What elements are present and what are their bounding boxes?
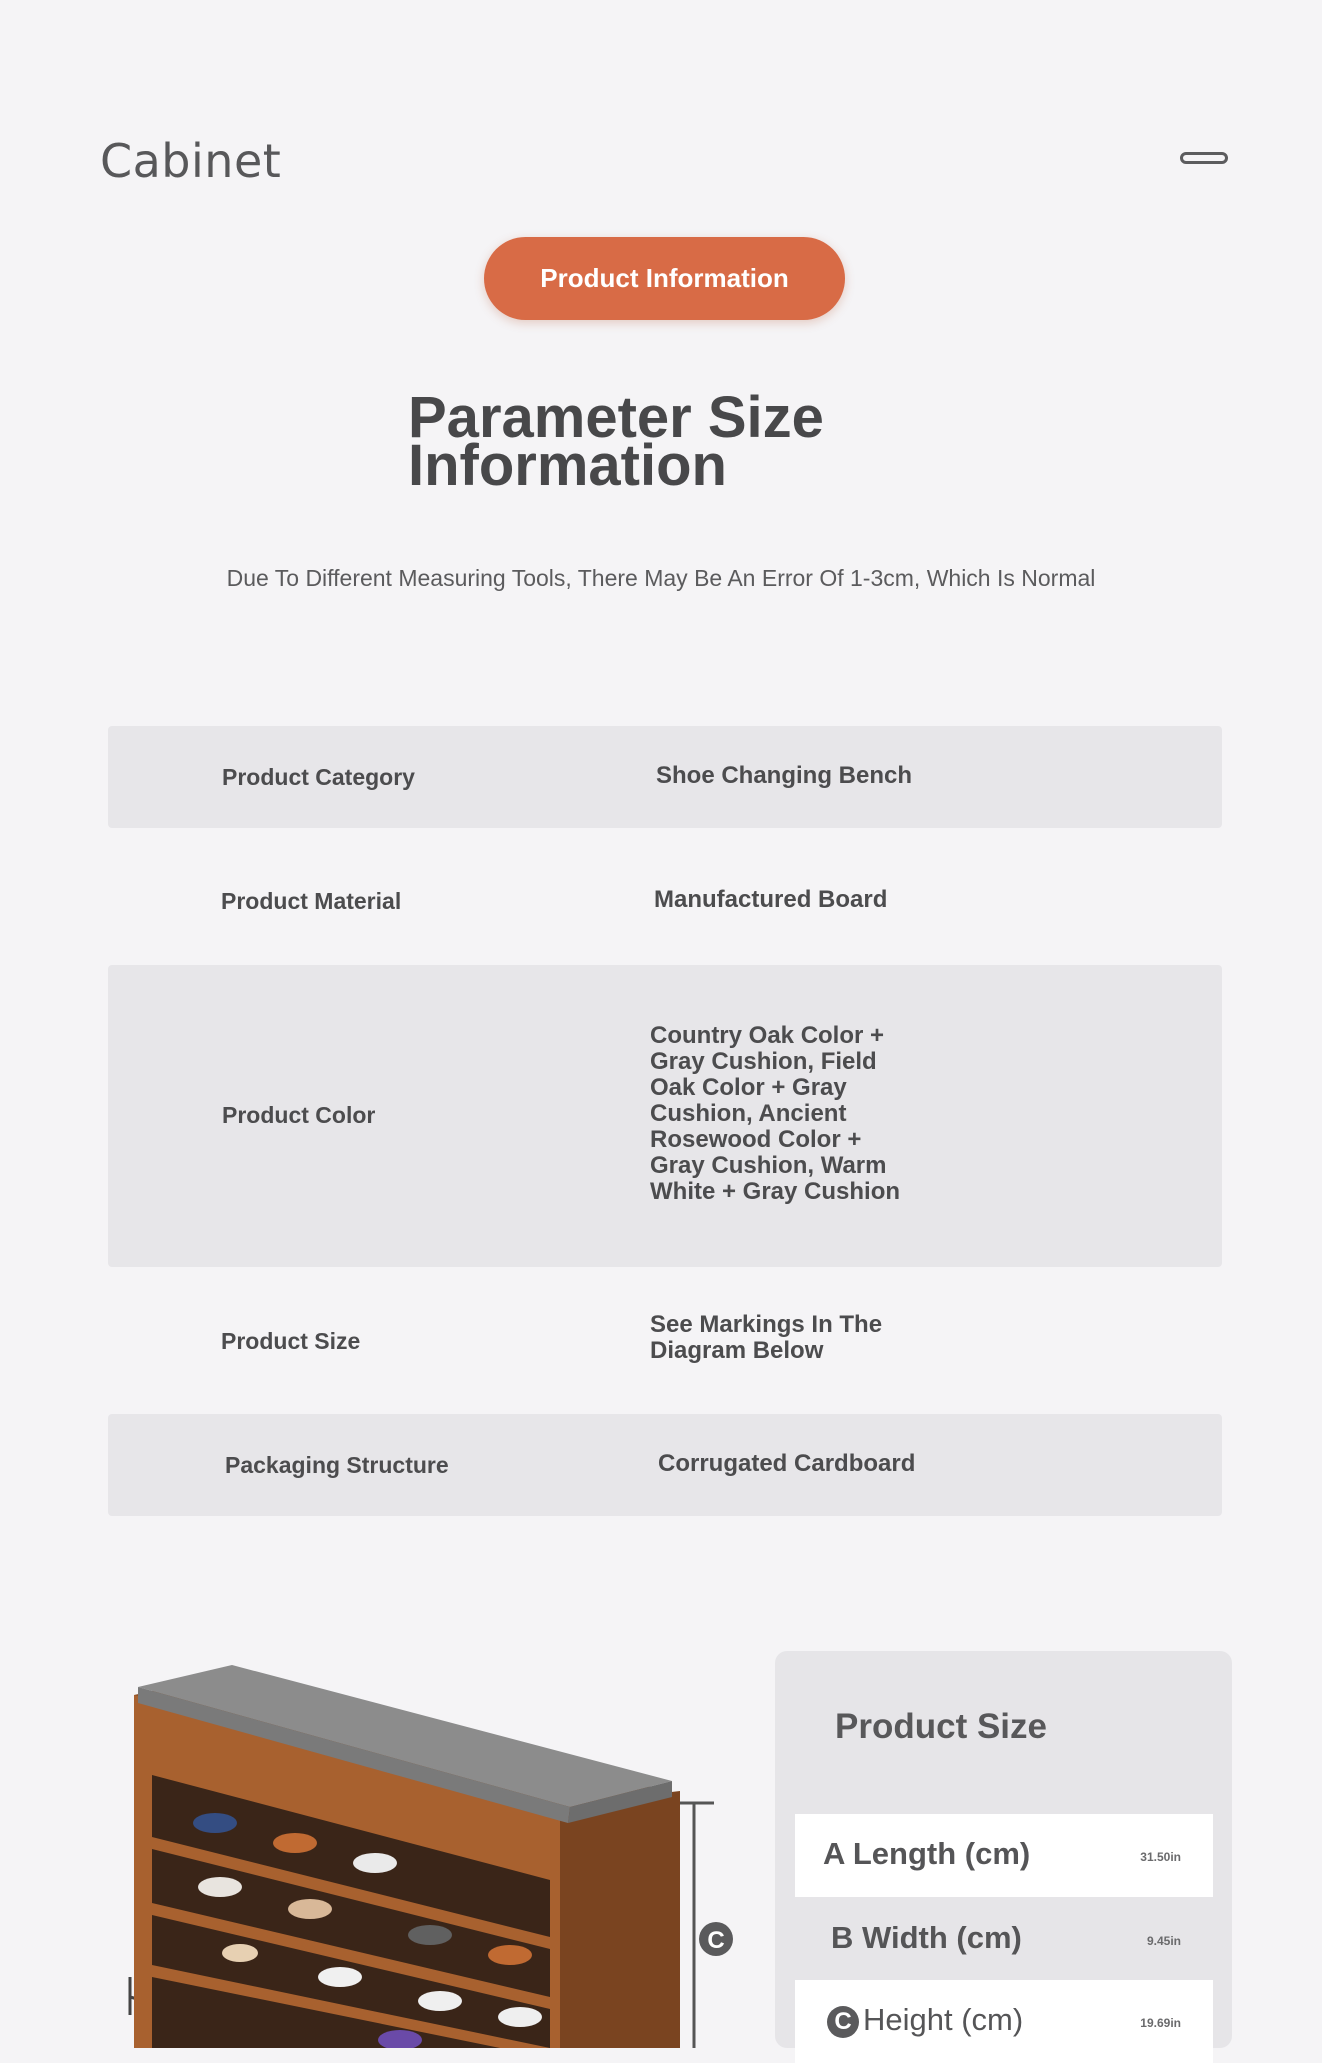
param-row-color <box>108 965 1222 1267</box>
param-value: Shoe Changing Bench <box>656 762 913 789</box>
size-name: A Length (cm) <box>823 1836 1031 1871</box>
dimension-c-badge: C <box>827 2006 859 2038</box>
value-line: White + Gray Cushion <box>650 1178 901 1205</box>
param-row-material <box>108 850 1222 952</box>
value-line: Rosewood Color + <box>650 1126 862 1153</box>
size-value: 9.45in <box>1146 1934 1181 1948</box>
param-row-packaging <box>108 1414 1222 1516</box>
param-label: Packaging Structure <box>225 1452 449 1478</box>
size-name: B Width (cm) <box>831 1920 1022 1955</box>
size-value: 31.50in <box>1140 1850 1181 1864</box>
param-value: Corrugated Cardboard <box>658 1450 916 1477</box>
dimension-c-marker: C <box>707 1927 725 1954</box>
param-value: Manufactured Board <box>654 886 888 913</box>
size-row-height <box>795 1980 1213 2063</box>
param-label: Product Size <box>221 1328 361 1354</box>
value-line: Gray Cushion, Warm <box>650 1152 887 1179</box>
shoe-bench-image <box>120 1665 740 2048</box>
value-line: Oak Color + Gray <box>650 1074 847 1101</box>
title-line-1: Parameter Size <box>408 385 824 450</box>
size-name-wrap <box>827 2002 1023 2038</box>
param-value-multiline <box>650 1312 882 1364</box>
param-value-multiline <box>650 1023 900 1205</box>
product-size-panel <box>775 1651 1232 2048</box>
page-title <box>408 385 928 498</box>
size-value: 19.69in <box>1140 2016 1181 2030</box>
brand-logo[interactable]: Cabinet <box>100 134 282 188</box>
measurement-note: Due To Different Measuring Tools, There May Be An Error Of 1-3cm, Which Is Normal <box>226 565 1096 591</box>
menu-icon[interactable] <box>1180 152 1228 164</box>
value-line: Country Oak Color + <box>650 1022 885 1049</box>
param-row-size <box>108 1290 1222 1392</box>
size-row-width <box>795 1898 1213 1981</box>
product-information-pill[interactable] <box>484 237 845 320</box>
value-line: See Markings In The <box>650 1311 883 1338</box>
value-line: Cushion, Ancient <box>650 1100 847 1127</box>
value-line: Gray Cushion, Field <box>650 1048 877 1075</box>
pill-label: Product Information <box>540 263 789 293</box>
param-label: Product Color <box>222 1102 376 1128</box>
param-row-category <box>108 726 1222 828</box>
value-line: Diagram Below <box>650 1337 824 1364</box>
size-row-length <box>795 1814 1213 1897</box>
title-line-2: Information <box>408 433 727 498</box>
param-label: Product Category <box>222 764 415 790</box>
size-panel-title: Product Size <box>835 1707 1047 1746</box>
size-name: Height (cm) <box>863 2002 1024 2037</box>
param-label: Product Material <box>221 888 402 914</box>
